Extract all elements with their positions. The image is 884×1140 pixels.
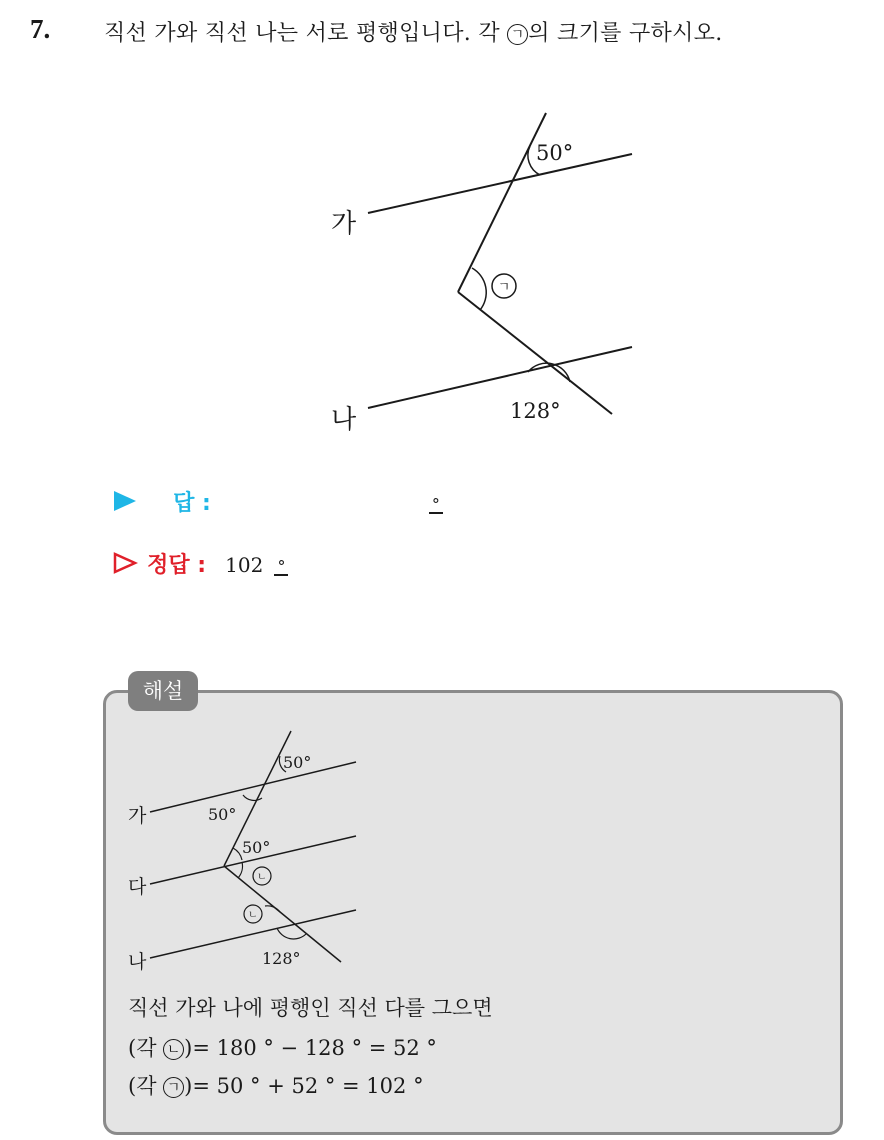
correct-answer-label: 정답 : <box>147 553 207 578</box>
exp-line2-rest: )= 180 ° − 128 ° = 52 ° <box>184 1036 437 1060</box>
exp-angle-na-upper: ㄴ <box>248 910 258 921</box>
explanation-tag: 해설 <box>128 671 198 711</box>
correct-answer-unit: ° <box>274 560 288 576</box>
outline-triangle-icon <box>112 551 138 575</box>
correct-answer-row <box>112 548 288 579</box>
transversal-lower <box>458 292 612 414</box>
exp-label-na: 나 <box>128 951 147 973</box>
play-triangle-icon <box>112 489 138 513</box>
line-ga <box>368 154 632 213</box>
explanation-line-2 <box>128 1032 437 1062</box>
answer-row <box>112 486 443 517</box>
angle-label-bottom: 128° <box>510 399 561 423</box>
answer-blank-unit[interactable]: ° <box>429 498 443 514</box>
question-text <box>104 16 722 47</box>
question-text-after: 의 크기를 구하시오. <box>528 21 723 46</box>
exp-angle-da-lower: ㄴ <box>257 872 267 883</box>
explanation-line-1: 직선 가와 나에 평행인 직선 다를 그으면 <box>128 996 493 1020</box>
angle-label-top: 50° <box>536 141 574 165</box>
exp-label-da: 다 <box>128 876 147 898</box>
label-line-ga: 가 <box>331 209 357 239</box>
question-text-before: 직선 가와 직선 나는 서로 평행입니다. 각 <box>104 21 508 46</box>
angle-marker-giyeok-2: ㄱ <box>163 1077 184 1098</box>
exp-transversal-lower <box>224 866 341 962</box>
exp-arc-da-lower <box>238 862 242 878</box>
angle-marker-nieun: ㄴ <box>163 1039 184 1060</box>
label-line-na: 나 <box>331 405 357 435</box>
exp-angle-ga: 50° <box>208 805 237 824</box>
exp-line3-rest: )= 50 ° + 52 ° = 102 ° <box>184 1074 424 1098</box>
explanation-line-3 <box>128 1070 424 1100</box>
angle-label-unknown: ㄱ <box>497 280 511 295</box>
exp-angle-bottom: 128° <box>262 949 301 968</box>
angle-marker-giyeok: ㄱ <box>507 24 528 45</box>
explanation-figure <box>120 725 370 975</box>
exp-angle-top: 50° <box>283 753 312 772</box>
exp-arc-da-upper <box>233 848 242 860</box>
exp-angle-da-upper: 50° <box>242 838 271 857</box>
exp-line-ga <box>150 762 356 812</box>
problem-figure <box>320 100 660 440</box>
exp-line3-prefix: (각 <box>128 1074 164 1098</box>
transversal-upper <box>458 113 546 292</box>
exp-line2-prefix: (각 <box>128 1036 164 1060</box>
correct-answer-value: 102 <box>225 553 264 577</box>
exp-arc-na-upper <box>265 906 280 912</box>
question-number: 7. <box>30 14 51 44</box>
answer-label: 답 : <box>173 491 211 516</box>
exp-label-ga: 가 <box>128 805 147 827</box>
